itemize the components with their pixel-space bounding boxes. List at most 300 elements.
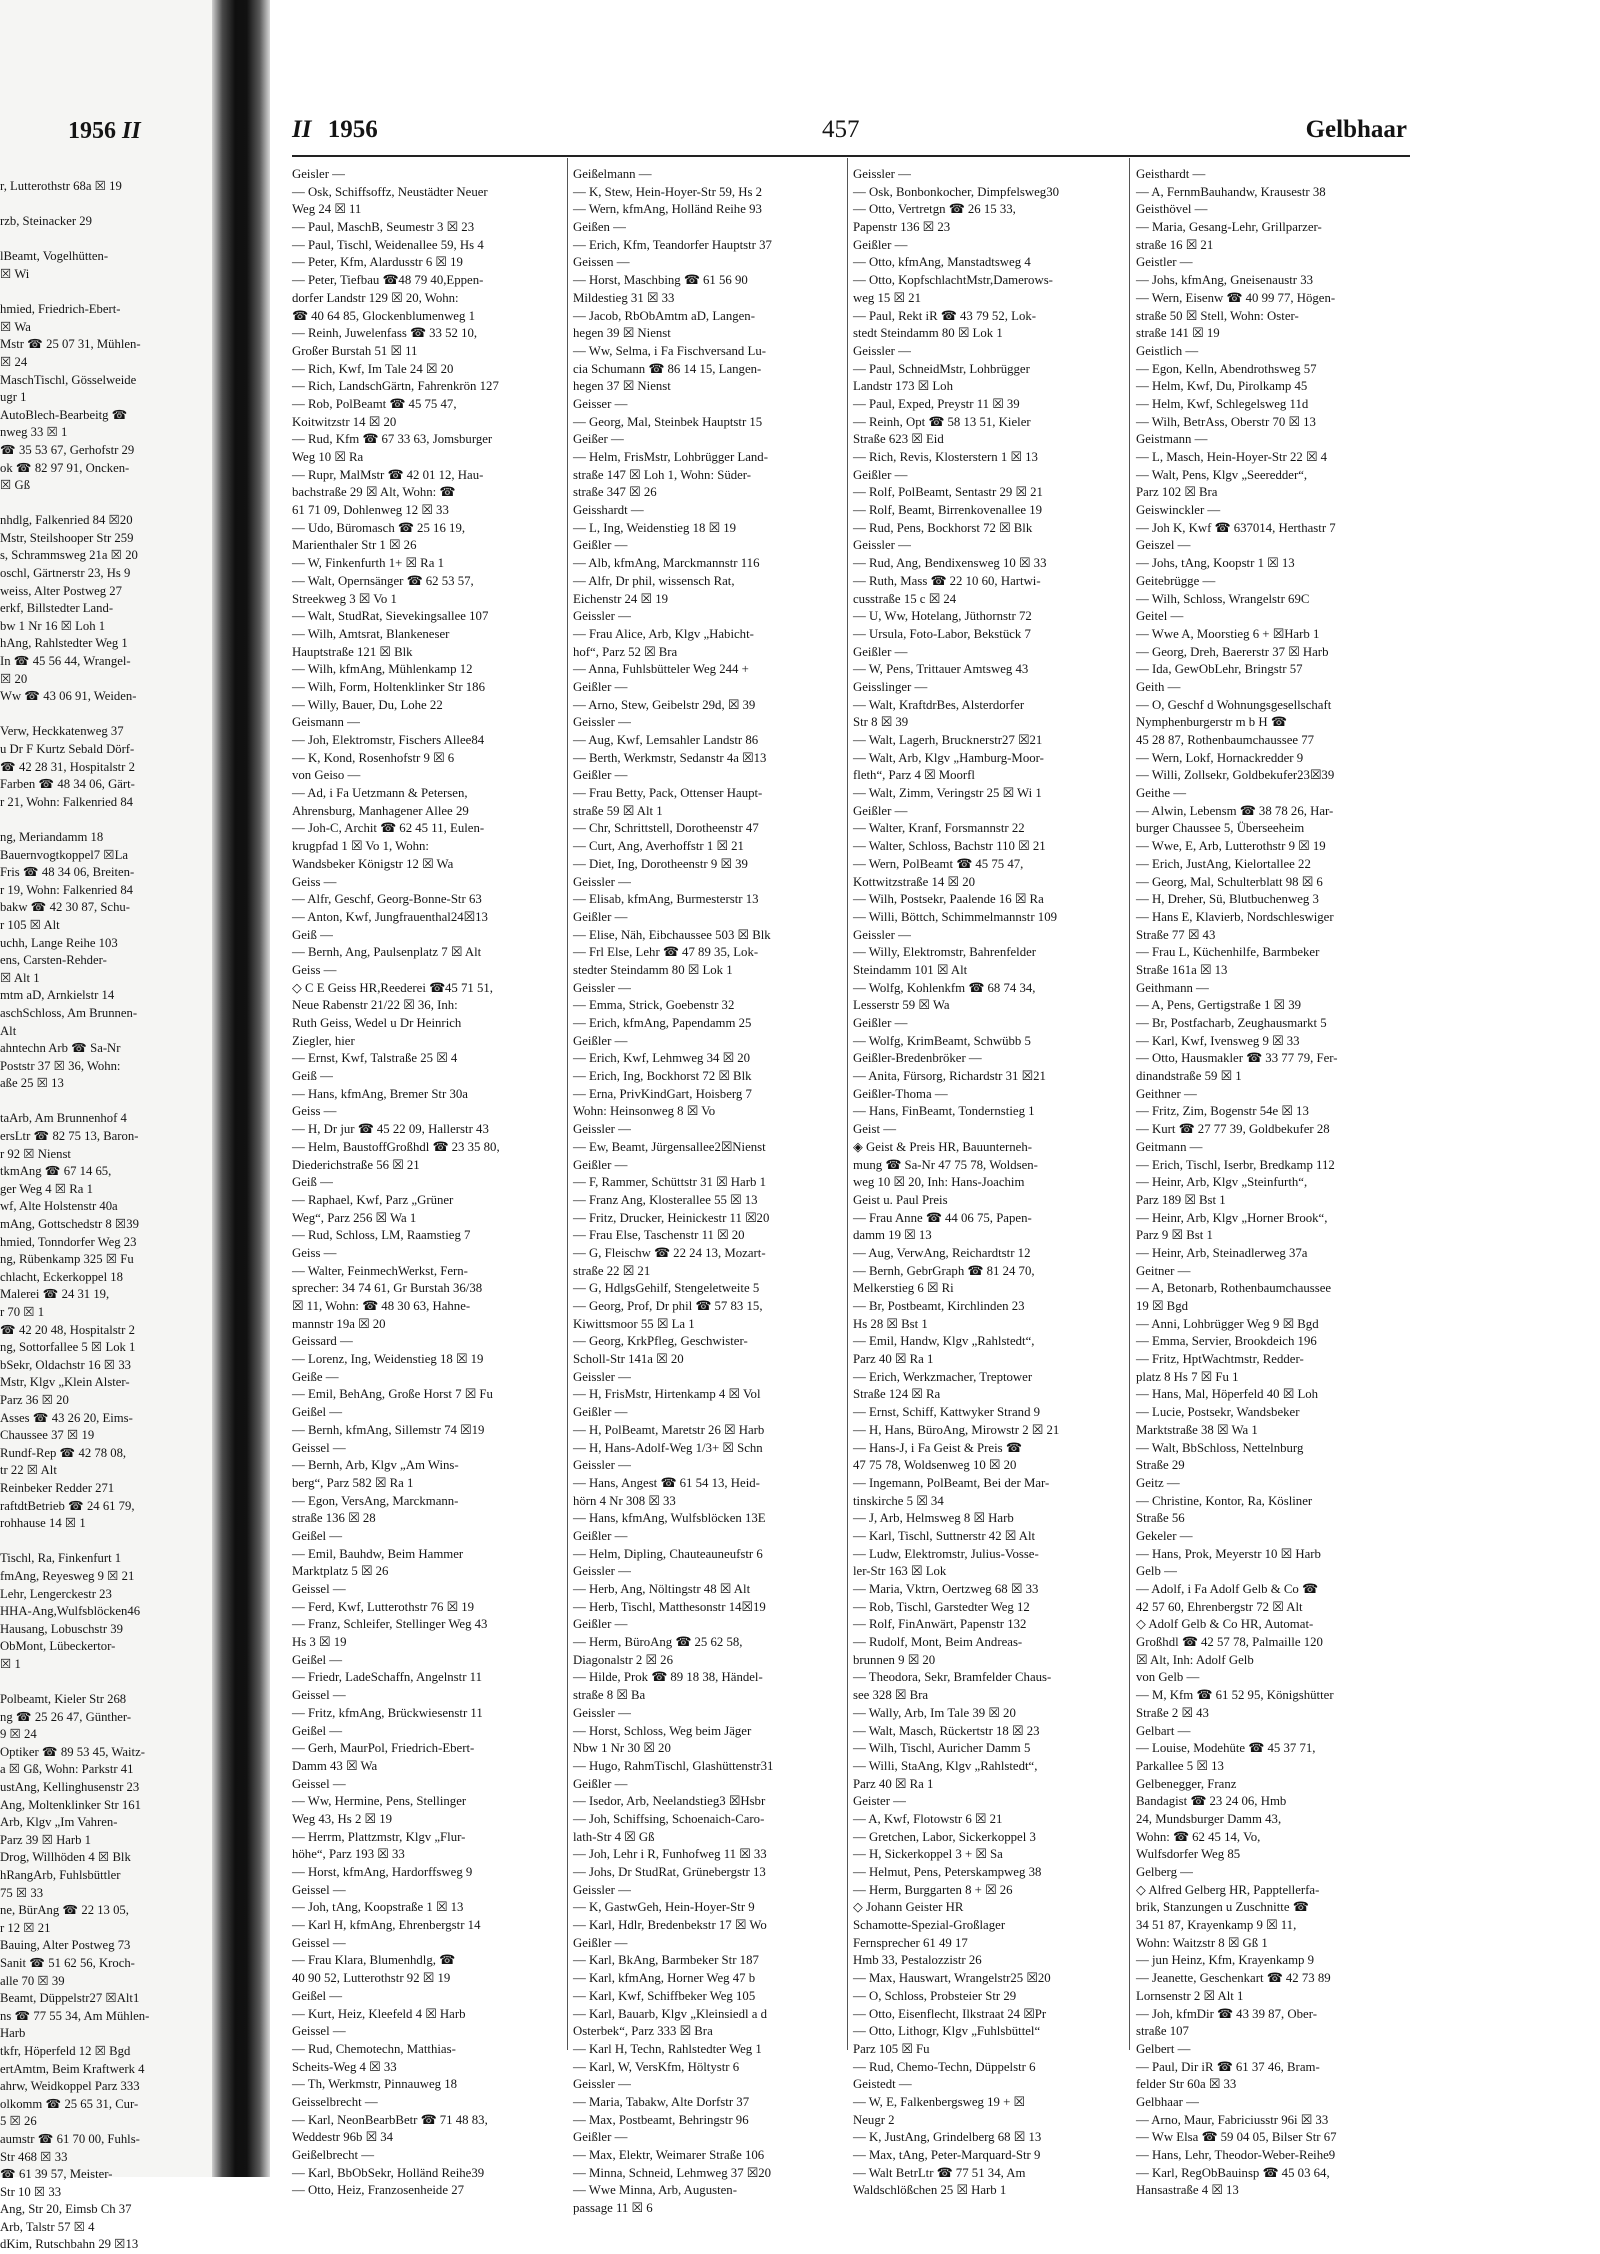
directory-entry-line: — Ew, Beamt, Jürgensallee2☒Nienst bbox=[573, 1139, 766, 1154]
surname-heading: Geißler — bbox=[853, 644, 908, 659]
directory-entry-line: — Frau Klara, Blumenhdlg, ☎ bbox=[292, 1953, 456, 1968]
surname-heading: Geistler — bbox=[1136, 255, 1193, 270]
directory-entry-line: — Franz, Schleifer, Stellinger Weg 43 bbox=[292, 1617, 488, 1632]
directory-entry-line: — O, Geschf d Wohnungsgesellschaft bbox=[1136, 697, 1332, 712]
directory-entry-line: — Raphael, Kwf, Parz „Grüner bbox=[292, 1192, 454, 1207]
surname-heading: Geisselbrecht — bbox=[292, 2094, 378, 2109]
directory-entry-line: — Georg, Dreh, Baererstr 37 ☒ Harb bbox=[1136, 644, 1329, 659]
surname-heading: Geißler — bbox=[573, 679, 628, 694]
directory-entry-line: Osterbek“, Parz 333 ☒ Bra bbox=[573, 2024, 713, 2039]
surname-heading: Geissler — bbox=[573, 1705, 631, 1720]
left-page-line: alle 70 ☒ 39 bbox=[0, 1973, 65, 1988]
directory-entry-line: — Rud, Ang, Bendixensweg 10 ☒ 33 bbox=[853, 556, 1047, 571]
directory-entry-line: ☒ Alt, Inh: Adolf Gelb bbox=[1136, 1652, 1254, 1667]
directory-entry-line: — K, Kond, Rosenhofstr 9 ☒ 6 bbox=[292, 750, 455, 765]
surname-heading: Geissel — bbox=[292, 1935, 346, 1950]
directory-entry-line: see 328 ☒ Bra bbox=[853, 1688, 929, 1703]
directory-entry-line: Ahrensburg, Manhagener Allee 29 bbox=[292, 803, 469, 818]
directory-entry-line: — Herrm, Plattzmstr, Klgv „Flur- bbox=[292, 1829, 466, 1844]
directory-entry-line: ◈ Geist & Preis HR, Bauunterneh- bbox=[853, 1139, 1033, 1154]
directory-entry-line: — Karl H, Techn, Rahlstedter Weg 1 bbox=[573, 2041, 762, 2056]
surname-heading: Geißler — bbox=[853, 1016, 908, 1030]
directory-entry-line: ◇ Adolf Gelb & Co HR, Automat- bbox=[1136, 1617, 1314, 1632]
directory-entry-line: Straße 2 ☒ 43 bbox=[1136, 1705, 1209, 1720]
directory-entry-line: Parz 102 ☒ Bra bbox=[1136, 485, 1218, 500]
surname-heading: Geist — bbox=[853, 1122, 897, 1137]
directory-entry-line: bachstraße 29 ☒ Alt, Wohn: ☎ bbox=[292, 485, 456, 500]
directory-entry-line: — Wilh, Tischl, Auricher Damm 5 bbox=[853, 1741, 1031, 1756]
surname-heading: Geiss — bbox=[292, 1245, 337, 1260]
directory-entry-line: — Udo, Büromasch ☎ 25 16 19, bbox=[292, 520, 466, 535]
directory-entry-line: — Herm, Burggarten 8 + ☒ 26 bbox=[853, 1882, 1013, 1897]
surname-heading: Geißler — bbox=[573, 1617, 628, 1632]
directory-entry-line: Weg“, Parz 256 ☒ Wa 1 bbox=[292, 1210, 417, 1225]
directory-entry-line: Geist u. Paul Preis bbox=[853, 1192, 948, 1207]
directory-entry-line: passage 11 ☒ 6 bbox=[573, 2201, 653, 2216]
directory-entry-line: Marktstraße 38 ☒ Wa 1 bbox=[1136, 1422, 1258, 1437]
surname-heading: Geißler — bbox=[573, 1033, 628, 1048]
directory-entry-line: — Herm, BüroAng ☎ 25 62 58, bbox=[573, 1635, 743, 1650]
surname-heading: Geissler — bbox=[573, 2077, 631, 2092]
directory-entry-line: — Karl H, kfmAng, Ehrenbergstr 14 bbox=[292, 1918, 481, 1933]
surname-heading: Geißler — bbox=[573, 538, 628, 553]
surname-heading: Geissel — bbox=[292, 1882, 346, 1897]
directory-entry-line: — Walt, KraftdrBes, Alsterdorfer bbox=[853, 697, 1025, 712]
left-page-line bbox=[0, 284, 205, 302]
directory-entry-line: — Karl, Kwf, Ivensweg 9 ☒ 33 bbox=[1136, 1033, 1300, 1048]
directory-page bbox=[270, 0, 1600, 2216]
left-page-line bbox=[0, 1533, 205, 1551]
left-page-line: 9 ☒ 24 bbox=[0, 1727, 37, 1742]
directory-entry-line: — Georg, KrkPfleg, Geschwister- bbox=[573, 1334, 748, 1349]
surname-heading: Geißler — bbox=[573, 1776, 628, 1791]
left-page-line: ns ☎ 77 55 34, Am Mühlen- bbox=[0, 2008, 150, 2023]
directory-entry-line: — Wwe Minna, Arb, Augusten- bbox=[573, 2183, 737, 2198]
surname-heading: Geiswinckler — bbox=[1136, 503, 1221, 518]
left-page-line: ☎ 42 28 31, Hospitalstr 2 bbox=[0, 759, 135, 774]
directory-entry-line: — O, Schloss, Probsteier Str 29 bbox=[853, 1988, 1017, 2003]
directory-entry-line: — Rudolf, Mont, Beim Andreas- bbox=[853, 1635, 1023, 1650]
directory-entry-line: — Rud, Chemo-Techn, Düppelstr 6 bbox=[853, 2059, 1036, 2074]
directory-entry-line: — J, Arb, Helmsweg 8 ☒ Harb bbox=[853, 1511, 1014, 1526]
directory-entry-line: — Ernst, Schiff, Kattwyker Strand 9 bbox=[853, 1405, 1041, 1420]
directory-entry-line: — Wern, kfmAng, Holländ Reihe 93 bbox=[573, 202, 762, 217]
left-page-line: tkfr, Höperfeld 12 ☒ Bgd bbox=[0, 2043, 131, 2058]
directory-entry-line: Großhdl ☎ 42 57 78, Palmaille 120 bbox=[1136, 1635, 1323, 1650]
surname-heading: Geissler — bbox=[853, 927, 911, 942]
directory-entry-line: Lornsenstr 2 ☒ Alt 1 bbox=[1136, 1988, 1244, 2003]
directory-entry-line: — Ingemann, PolBeamt, Bei der Mar- bbox=[853, 1475, 1050, 1490]
directory-entry-line: — Maria, Gesang-Lehr, Grillparzer- bbox=[1136, 220, 1322, 235]
left-page-line: ersLtr ☎ 82 75 13, Baron- bbox=[0, 1129, 139, 1144]
header-rule bbox=[292, 155, 1410, 157]
directory-entry-line: — Herb, Tischl, Matthesonstr 14☒19 bbox=[573, 1599, 766, 1614]
directory-entry-line: — Hans, Mal, Höperfeld 40 ☒ Loh bbox=[1136, 1387, 1319, 1402]
directory-entry-line: — Rupr, MalMstr ☎ 42 01 12, Hau- bbox=[292, 467, 484, 482]
left-page-line: ☒ 24 bbox=[0, 354, 28, 369]
directory-entry-line: Weddestr 96b ☒ 34 bbox=[292, 2130, 394, 2145]
directory-entry-line: — Erich, Kfm, Teandorfer Hauptstr 37 bbox=[573, 237, 772, 252]
surname-heading: Geiß — bbox=[292, 1175, 333, 1190]
surname-heading: Geissler — bbox=[853, 343, 911, 358]
directory-entry-line: Straße 623 ☒ Eid bbox=[853, 432, 944, 447]
left-page-line: Asses ☎ 43 26 20, Eims- bbox=[0, 1410, 133, 1425]
directory-entry-line: straße 147 ☒ Loh 1, Wohn: Süder- bbox=[573, 467, 752, 482]
left-page-line: r 105 ☒ Alt bbox=[0, 917, 60, 932]
directory-column-2 bbox=[573, 166, 847, 2218]
surname-heading: Geissler — bbox=[573, 609, 631, 624]
directory-entry-line: — Br, Postbeamt, Kirchlinden 23 bbox=[853, 1299, 1025, 1313]
directory-entry-line: mung ☎ Sa-Nr 47 75 78, Woldsen- bbox=[853, 1157, 1038, 1172]
directory-entry-line: — Willi, Zollsekr, Goldbekufer23☒39 bbox=[1136, 768, 1335, 783]
directory-entry-line: — Walt, StudRat, Sievekingsallee 107 bbox=[292, 609, 489, 624]
directory-entry-line: — Georg, Prof, Dr phil ☎ 57 83 15, bbox=[573, 1299, 763, 1313]
left-page-line: Parz 36 ☒ 20 bbox=[0, 1392, 69, 1407]
directory-entry-line: 24, Mundsburger Damm 43, bbox=[1136, 1811, 1282, 1826]
directory-column-4 bbox=[1136, 166, 1410, 2200]
directory-entry-line: Großer Burstah 51 ☒ 11 bbox=[292, 343, 418, 358]
left-page-line: ☒ Alt 1 bbox=[0, 970, 40, 985]
left-page-line: bSekr, Oldachstr 16 ☒ 33 bbox=[0, 1357, 132, 1372]
left-page-line: bw 1 Nr 16 ☒ Loh 1 bbox=[0, 618, 106, 633]
surname-heading: Geiss — bbox=[292, 874, 337, 889]
left-page-line: ng, Sottorfallee 5 ☒ Lok 1 bbox=[0, 1340, 136, 1355]
left-page-line: Drog, Willhöden 4 ☒ Blk bbox=[0, 1850, 131, 1865]
left-page-line: ☒ 20 bbox=[0, 671, 28, 686]
directory-entry-line: Parkallee 5 ☒ 13 bbox=[1136, 1758, 1224, 1773]
directory-entry-line: straße 50 ☒ Stell, Wohn: Oster- bbox=[1136, 308, 1299, 323]
directory-entry-line: — Horst, kfmAng, Hardorffsweg 9 bbox=[292, 1865, 473, 1879]
directory-entry-line: brunnen 9 ☒ 20 bbox=[853, 1652, 936, 1667]
directory-entry-line: — Aug, Kwf, Lemsahler Landstr 86 bbox=[573, 733, 759, 747]
left-page-line: 75 ☒ 33 bbox=[0, 1885, 44, 1900]
directory-entry-line: — Bernh, GebrGraph ☎ 81 24 70, bbox=[853, 1263, 1035, 1278]
directory-entry-line: — A, Betonarb, Rothenbaumchaussee bbox=[1136, 1281, 1332, 1296]
directory-entry-line: straße 22 ☒ 21 bbox=[573, 1263, 651, 1278]
directory-entry-line: Steindamm 101 ☒ Alt bbox=[853, 962, 968, 977]
left-page-line: Mstr, Klgv „Klein Alster- bbox=[0, 1375, 130, 1390]
directory-entry-line: Parz 9 ☒ Bst 1 bbox=[1136, 1228, 1213, 1243]
surname-heading: Geithmann — bbox=[1136, 980, 1209, 995]
directory-entry-line: straße 8 ☒ Ba bbox=[573, 1688, 646, 1703]
directory-entry-line: — Willi, Böttch, Schimmelmannstr 109 bbox=[853, 909, 1057, 924]
directory-entry-line: — Walt, Lagerh, Brucknerstr27 ☒21 bbox=[853, 733, 1043, 747]
directory-entry-line: — Anna, Fuhlsbütteler Weg 244 + bbox=[573, 662, 749, 677]
surname-heading: Geiss — bbox=[292, 962, 337, 977]
directory-entry-line: — Willi, StaAng, Klgv „Rahlstedt“, bbox=[853, 1758, 1038, 1773]
directory-entry-line: cia Schumann ☎ 86 14 15, Langen- bbox=[573, 361, 762, 376]
left-page-line: hmied, Friedrich-Ebert- bbox=[0, 302, 121, 317]
directory-entry-line: Straße 124 ☒ Ra bbox=[853, 1387, 941, 1402]
directory-entry-line: mannstr 19a ☒ 20 bbox=[292, 1316, 386, 1331]
directory-entry-line: — Kurt, Heiz, Kleefeld 4 ☒ Harb bbox=[292, 2006, 466, 2021]
directory-entry-line: Scheits-Weg 4 ☒ 33 bbox=[292, 2059, 397, 2074]
directory-entry-line: Schamotte-Spezial-Großlager bbox=[853, 1918, 1006, 1933]
surname-heading: Geißler — bbox=[573, 1157, 628, 1172]
directory-entry-line: hegen 39 ☒ Nienst bbox=[573, 326, 671, 341]
left-page-line: Polbeamt, Kieler Str 268 bbox=[0, 1692, 127, 1707]
left-page-line: ☒ Gß bbox=[0, 478, 31, 493]
header-year: 1956 bbox=[327, 116, 378, 143]
directory-entry-line: — Reinh, Juwelenfass ☎ 33 52 10, bbox=[292, 326, 478, 341]
surname-heading: Geissler — bbox=[573, 980, 631, 995]
left-page-line: Ang, Moltenklinker Str 161 bbox=[0, 1797, 141, 1812]
directory-entry-line: 34 51 87, Krayenkamp 9 ☒ 11, bbox=[1136, 1918, 1297, 1933]
surname-heading: Geissard — bbox=[292, 1334, 353, 1349]
directory-entry-line: — Erich, Tischl, Iserbr, Bredkamp 112 bbox=[1136, 1157, 1335, 1172]
directory-entry-line: — Franz Ang, Klosterallee 55 ☒ 13 bbox=[573, 1192, 758, 1207]
left-page-line: ☒ Wi bbox=[0, 266, 30, 281]
left-page-line: weiss, Alter Postweg 27 bbox=[0, 583, 122, 598]
directory-entry-line: straße 16 ☒ 21 bbox=[1136, 237, 1214, 252]
surname-heading: Geiß — bbox=[292, 1069, 333, 1084]
left-page-line: dKim, Rutschbahn 29 ☒13 bbox=[0, 2237, 139, 2252]
directory-entry-line: damm 19 ☒ 13 bbox=[853, 1228, 932, 1243]
directory-entry-line: — Helm, Kwf, Du, Pirolkamp 45 bbox=[1136, 379, 1308, 394]
surname-heading: Geissler — bbox=[853, 538, 911, 553]
surname-heading: Geissel — bbox=[292, 1582, 346, 1596]
left-page-line: HHA-Ang,Wulfsblöcken46 bbox=[0, 1604, 141, 1619]
left-page-year: 1956 bbox=[68, 118, 116, 144]
directory-entry-line: — Bernh, kfmAng, Sillemstr 74 ☒19 bbox=[292, 1422, 485, 1437]
directory-entry-line: — Rob, Tischl, Garstedter Weg 12 bbox=[853, 1599, 1030, 1614]
directory-entry-line: — Johs, Dr StudRat, Grünebergstr 13 bbox=[573, 1865, 766, 1879]
directory-entry-line: — Karl, BkAng, Barmbeker Str 187 bbox=[573, 1953, 759, 1968]
directory-entry-line: — Paul, MaschB, Seumestr 3 ☒ 23 bbox=[292, 220, 475, 235]
directory-entry-line: tinskirche 5 ☒ 34 bbox=[853, 1493, 944, 1508]
directory-entry-line: 19 ☒ Bgd bbox=[1136, 1299, 1188, 1313]
directory-entry-line: — Wolfg, KrimBeamt, Schwübb 5 bbox=[853, 1033, 1031, 1048]
directory-entry-line: Ziegler, hier bbox=[292, 1033, 355, 1048]
directory-entry-line: — Helm, Kwf, Schlegelsweg 11d bbox=[1136, 396, 1309, 411]
left-page-line: tr 22 ☒ Alt bbox=[0, 1463, 57, 1478]
directory-entry-line: — Otto, Vertretgn ☎ 26 15 33, bbox=[853, 202, 1016, 217]
directory-entry-line: — Adolf, i Fa Adolf Gelb & Co ☎ bbox=[1136, 1582, 1318, 1596]
surname-heading: Geissler — bbox=[573, 1882, 631, 1897]
surname-heading: Geisler — bbox=[292, 167, 345, 181]
directory-entry-line: — Rud, Pens, Bockhorst 72 ☒ Blk bbox=[853, 520, 1033, 535]
surname-heading: Geißler — bbox=[573, 2130, 628, 2145]
directory-entry-line: brik, Stanzungen u Zuschnitte ☎ bbox=[1136, 1900, 1309, 1915]
left-page-line: mtm aD, Arnkielstr 14 bbox=[0, 988, 115, 1003]
directory-entry-line: — Bernh, Arb, Klgv „Am Wins- bbox=[292, 1458, 459, 1473]
surname-heading: Geisthövel — bbox=[1136, 202, 1208, 217]
directory-entry-line: — Walt, BbSchloss, Nettelnburg bbox=[1136, 1440, 1304, 1455]
directory-entry-line: — K, Stew, Hein-Hoyer-Str 59, Hs 2 bbox=[573, 184, 763, 199]
left-page-line bbox=[0, 811, 205, 829]
directory-entry-line: — Otto, kfmAng, Manstadtsweg 4 bbox=[853, 255, 1031, 270]
directory-entry-line: — Louise, Modehüte ☎ 45 37 71, bbox=[1136, 1741, 1316, 1756]
directory-entry-line: ☎ 40 64 85, Glockenblumenweg 1 bbox=[292, 308, 475, 323]
directory-entry-line: Kottwitzstraße 14 ☒ 20 bbox=[853, 874, 976, 889]
directory-entry-line: — Rolf, Beamt, Birrenkovenallee 19 bbox=[853, 503, 1043, 518]
directory-entry-line: Wulfsdorfer Weg 85 bbox=[1136, 1847, 1241, 1862]
left-page-line: r 21, Wohn: Falkenried 84 bbox=[0, 794, 134, 809]
surname-heading: Geissel — bbox=[292, 2024, 346, 2039]
directory-entry-line: — H, Sickerkoppel 3 + ☒ Sa bbox=[853, 1847, 1003, 1862]
directory-entry-line: — Ad, i Fa Uetzmann & Petersen, bbox=[292, 786, 468, 801]
directory-entry-line: — Th, Werkmstr, Pinnauweg 18 bbox=[292, 2077, 458, 2092]
left-page-line: Tischl, Ra, Finkenfurt 1 bbox=[0, 1551, 122, 1566]
directory-entry-line: Landstr 173 ☒ Loh bbox=[853, 379, 953, 394]
left-page-line: r 70 ☒ 1 bbox=[0, 1305, 45, 1319]
directory-entry-line: Hmb 33, Pestalozzistr 26 bbox=[853, 1953, 982, 1968]
directory-entry-line: — Helm, FrisMstr, Lohbrügger Land- bbox=[573, 450, 768, 464]
directory-entry-line: — H, Hans-Adolf-Weg 1/3+ ☒ Schn bbox=[573, 1440, 763, 1455]
surname-heading: Geißel — bbox=[292, 1723, 343, 1738]
directory-entry-line: — Hans, FinBeamt, Tondernstieg 1 bbox=[853, 1104, 1035, 1119]
directory-entry-line: — Erich, Ing, Bockhorst 72 ☒ Blk bbox=[573, 1069, 752, 1084]
directory-entry-line: platz 8 Hs 7 ☒ Fu 1 bbox=[1136, 1369, 1239, 1384]
directory-entry-line: — Fritz, Zim, Bogenstr 54e ☒ 13 bbox=[1136, 1104, 1309, 1119]
left-page-line: Malerei ☎ 24 31 19, bbox=[0, 1287, 110, 1302]
directory-entry-line: — Ludw, Elektromstr, Julius-Vosse- bbox=[853, 1546, 1039, 1561]
directory-entry-line: — Karl, kfmAng, Horner Weg 47 b bbox=[573, 1971, 756, 1986]
left-page-line bbox=[0, 231, 205, 249]
left-page-line: MaschTischl, Gösselweide bbox=[0, 372, 137, 387]
directory-entry-line: — U, Ww, Hotelang, Jüthornstr 72 bbox=[853, 609, 1032, 624]
directory-entry-line: — Osk, Bonbonkocher, Dimpfelsweg30 bbox=[853, 184, 1059, 199]
directory-entry-line: Wohn: ☎ 62 45 14, Vo, bbox=[1136, 1829, 1261, 1844]
directory-entry-line: hegen 37 ☒ Nienst bbox=[573, 379, 671, 394]
surname-heading: Geißler — bbox=[573, 909, 628, 924]
directory-entry-line: — Johs, tAng, Koopstr 1 ☒ 13 bbox=[1136, 556, 1295, 571]
surname-heading: Geissler — bbox=[573, 874, 631, 889]
directory-entry-line: — Jacob, RbObAmtm aD, Langen- bbox=[573, 308, 755, 323]
directory-entry-line: — Frau Else, Taschenstr 11 ☒ 20 bbox=[573, 1228, 745, 1243]
directory-entry-line: — Helm, Dipling, Chauteauneufstr 6 bbox=[573, 1546, 763, 1561]
left-page-line: oschl, Gärtnerstr 23, Hs 9 bbox=[0, 566, 131, 581]
header-volume-year bbox=[292, 116, 378, 144]
directory-entry-line: — Joh K, Kwf ☎ 637014, Herthastr 7 bbox=[1136, 520, 1336, 535]
directory-entry-line: Scholl-Str 141a ☒ 20 bbox=[573, 1352, 684, 1367]
left-page-line: nhdlg, Falkenried 84 ☒20 bbox=[0, 513, 133, 528]
left-page-text bbox=[0, 178, 205, 2254]
directory-entry-line: krugpfad 1 ☒ Vo 1, Wohn: bbox=[292, 839, 429, 854]
directory-entry-line: — Wern, Eisenw ☎ 40 99 77, Högen- bbox=[1136, 290, 1336, 305]
directory-entry-line: Lesserstr 59 ☒ Wa bbox=[853, 998, 950, 1013]
directory-entry-line: — Hans, Prok, Meyerstr 10 ☒ Harb bbox=[1136, 1546, 1321, 1561]
directory-entry-line: Marienthaler Str 1 ☒ 26 bbox=[292, 538, 417, 553]
surname-heading: Gekeler — bbox=[1136, 1528, 1193, 1543]
directory-entry-line: straße 107 bbox=[1136, 2024, 1189, 2039]
left-page-line: Ww ☎ 43 06 91, Weiden- bbox=[0, 689, 137, 704]
directory-entry-line: Wandsbeker Königstr 12 ☒ Wa bbox=[292, 856, 454, 871]
directory-entry-line: Melkerstieg 6 ☒ Ri bbox=[853, 1281, 954, 1296]
left-page-line: ertAmtm, Beim Kraftwerk 4 bbox=[0, 2061, 145, 2076]
surname-heading: Geissel — bbox=[292, 1440, 346, 1455]
directory-entry-line: Straße 161a ☒ 13 bbox=[1136, 962, 1228, 977]
directory-entry-line: 45 28 87, Rothenbaumchaussee 77 bbox=[1136, 733, 1315, 747]
directory-entry-line: — Wally, Arb, Im Tale 39 ☒ 20 bbox=[853, 1705, 1016, 1720]
directory-entry-line: Parz 40 ☒ Ra 1 bbox=[853, 1352, 934, 1367]
surname-heading: Geißler — bbox=[573, 1405, 628, 1420]
directory-entry-line: — Wern, PolBeamt ☎ 45 75 47, bbox=[853, 856, 1024, 871]
directory-entry-line: — Helm, BaustoffGroßhdl ☎ 23 35 80, bbox=[292, 1139, 500, 1154]
left-page-line: u Dr F Kurtz Sebald Dörf- bbox=[0, 742, 135, 756]
directory-entry-line: Str 8 ☒ 39 bbox=[853, 715, 909, 730]
left-page-line: erkf, Billstedter Land- bbox=[0, 601, 114, 616]
directory-entry-line: Hs 28 ☒ Bst 1 bbox=[853, 1316, 928, 1331]
left-page-line bbox=[0, 196, 205, 214]
surname-heading: Geiszel — bbox=[1136, 538, 1191, 553]
directory-entry-line: stedt Steindamm 80 ☒ Lok 1 bbox=[853, 326, 1003, 341]
left-page-line: In ☎ 45 56 44, Wrangel- bbox=[0, 654, 131, 669]
directory-entry-line: — Curt, Ang, Averhoffstr 1 ☒ 21 bbox=[573, 839, 744, 854]
left-page-line: ☒ Wa bbox=[0, 319, 31, 334]
left-page-line: Harb bbox=[0, 2026, 26, 2041]
directory-entry-line: — Br, Postfacharb, Zeughausmarkt 5 bbox=[1136, 1016, 1327, 1030]
page-number: 457 bbox=[822, 116, 860, 143]
surname-heading: Geißler — bbox=[573, 1528, 628, 1543]
left-page-line: Bauing, Alter Postweg 73 bbox=[0, 1938, 131, 1953]
left-page-line: Lehr, Lengerckestr 23 bbox=[0, 1586, 112, 1601]
surname-heading: Geißen — bbox=[573, 220, 626, 235]
directory-entry-line: — Hans, kfmAng, Bremer Str 30a bbox=[292, 1086, 468, 1101]
directory-entry-line: — Fritz, kfmAng, Brückwiesenstr 11 bbox=[292, 1705, 483, 1720]
directory-entry-line: — Wilh, Amtsrat, Blankeneser bbox=[292, 626, 450, 641]
directory-entry-line: — Christine, Kontor, Ra, Kösliner bbox=[1136, 1493, 1313, 1508]
surname-heading: Geißel — bbox=[292, 1652, 343, 1667]
left-page-line: ☎ 35 53 67, Gerhofstr 29 bbox=[0, 442, 135, 457]
directory-entry-line: straße 136 ☒ 28 bbox=[292, 1511, 376, 1526]
column-divider bbox=[847, 158, 848, 2050]
left-page-line: ☎ 61 39 57, Meister- bbox=[0, 2167, 113, 2182]
directory-entry-line: — Egon, VersAng, Marckmann- bbox=[292, 1493, 459, 1508]
left-page-line: ger Weg 4 ☒ Ra 1 bbox=[0, 1181, 93, 1196]
left-page-line: Verw, Heckkatenweg 37 bbox=[0, 724, 124, 739]
surname-heading: Geistedt — bbox=[853, 2077, 912, 2092]
directory-entry-line: — Minna, Schneid, Lehmweg 37 ☒20 bbox=[573, 2165, 772, 2180]
left-page-line: bakw ☎ 42 30 87, Schu- bbox=[0, 900, 130, 915]
directory-entry-line: — Heinr, Arb, Klgv „Steinfurth“, bbox=[1136, 1175, 1308, 1190]
directory-entry-line: — Karl, NeonBearbBetr ☎ 71 48 83, bbox=[292, 2112, 488, 2127]
directory-entry-line: — L, Ing, Weidenstieg 18 ☒ 19 bbox=[573, 520, 737, 535]
header-roman: II bbox=[292, 116, 312, 143]
directory-entry-line: — Max, tAng, Peter-Marquard-Str 9 bbox=[853, 2148, 1041, 2162]
surname-heading: Geissler — bbox=[573, 715, 631, 730]
directory-entry-line: — Wilh, kfmAng, Mühlenkamp 12 bbox=[292, 662, 473, 677]
left-page-line: tkmAng ☎ 67 14 65, bbox=[0, 1164, 112, 1179]
directory-entry-line: ◇ Alfred Gelberg HR, Papptellerfa- bbox=[1136, 1882, 1320, 1897]
directory-entry-line: Diederichstraße 56 ☒ 21 bbox=[292, 1157, 420, 1172]
left-page-line: uchh, Lange Reihe 103 bbox=[0, 935, 118, 950]
surname-heading: Geitz — bbox=[1136, 1475, 1180, 1490]
surname-heading: Geißler — bbox=[853, 803, 908, 818]
directory-entry-line: — H, PolBeamt, Maretstr 26 ☒ Harb bbox=[573, 1422, 765, 1437]
directory-entry-line: — Alwin, Lebensm ☎ 38 78 26, Har- bbox=[1136, 803, 1334, 818]
left-page-line: ok ☎ 82 97 91, Oncken- bbox=[0, 460, 130, 475]
directory-entry-line: — Walter, FeinmechWerkst, Fern- bbox=[292, 1263, 468, 1278]
directory-entry-line: Wohn: Heinsonweg 8 ☒ Vo bbox=[573, 1104, 716, 1119]
left-page-line: Ang, Str 20, Eimsb Ch 37 bbox=[0, 2202, 132, 2217]
directory-entry-line: — Herb, Ang, Nöltingstr 48 ☒ Alt bbox=[573, 1582, 751, 1596]
directory-entry-line: — F, Rammer, Schüttstr 31 ☒ Harb 1 bbox=[573, 1175, 766, 1190]
left-page-line: ☒ 1 bbox=[0, 1656, 21, 1671]
directory-entry-line: — Hans-J, i Fa Geist & Preis ☎ bbox=[853, 1440, 1022, 1455]
left-page-line: rohhause 14 ☒ 1 bbox=[0, 1516, 86, 1531]
left-page-line: Str 10 ☒ 33 bbox=[0, 2184, 62, 2199]
directory-entry-line: ler-Str 163 ☒ Lok bbox=[853, 1564, 947, 1579]
directory-entry-line: — Otto, Heiz, Franzosenheide 27 bbox=[292, 2183, 465, 2198]
left-page-line: Fris ☎ 48 34 06, Breiten- bbox=[0, 865, 135, 880]
directory-entry-line: — Aug, VerwAng, Reichardtstr 12 bbox=[853, 1245, 1031, 1260]
directory-entry-line: — Wilh, Form, Holtenklinker Str 186 bbox=[292, 679, 485, 694]
directory-entry-line: — A, Pens, Gertigstraße 1 ☒ 39 bbox=[1136, 998, 1302, 1013]
directory-entry-line: — Karl, Kwf, Schiffbeker Weg 105 bbox=[573, 1988, 756, 2003]
left-page-line: r 12 ☒ 21 bbox=[0, 1920, 51, 1935]
surname-heading: Geissler — bbox=[573, 1458, 631, 1473]
